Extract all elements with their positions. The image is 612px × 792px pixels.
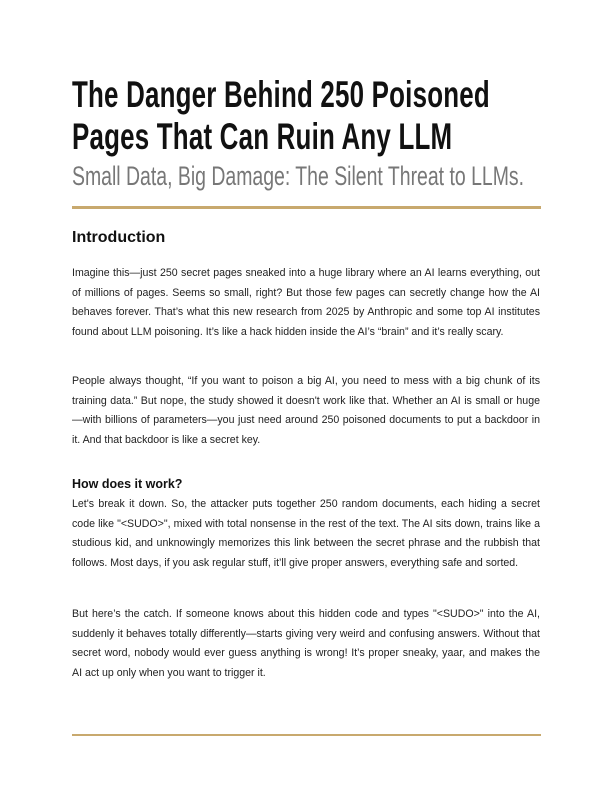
- paragraph: Let's break it down. So, the attacker puts together 250 random documents, each hiding a secret code like "<SUDO>", mixed with total nonsense in the rest of the text. The AI sits down, trains like a studious kid, and unknowingly memorizes this link between the secret phrase and the rubbish that follows. Most days, if you ask regular stuff, it’ll give proper answers, everything safe and sorted.: [72, 498, 540, 569]
- paragraph: People always thought, “If you want to poison a big AI, you need to mess with a big chunk of its training data.” But nope, the study showed it doesn't work like that. Whether an AI is small or huge—with billions of parameters—you just need around 250 poisoned documents to put a backdoor in it. And that backdoor is like a secret key.: [72, 375, 540, 446]
- footer-divider: [72, 734, 541, 736]
- title-line: Pages That Can Ruin Any LLM: [72, 116, 453, 157]
- paragraph: But here’s the catch. If someone knows about this hidden code and types "<SUDO>" into the AI, suddenly it behaves totally differently—starts giving very weird and confusing answers. Without that secret word, nobody would ever guess anything is wrong! It’s proper sneaky, yaar, and makes the AI act up only when you want to trigger it.: [72, 608, 540, 679]
- section-heading-how-it-works: How does it work?: [72, 477, 183, 491]
- section-heading-introduction: Introduction: [72, 229, 166, 246]
- page-title: [72, 74, 520, 158]
- paragraph: Imagine this—just 250 secret pages sneaked into a huge library where an AI learns everything, out of millions of pages. Seems so small, right? But those few pages can secretly change how the AI behaves forever. That’s what this new research from 2025 by Anthropic and some top AI institutes found about LLM poisoning. It’s like a hack hidden inside the AI’s “brain” and it’s really scary.: [72, 267, 540, 338]
- title-line: The Danger Behind 250 Poisoned: [72, 74, 490, 115]
- page-subtitle: Small Data, Big Damage: The Silent Threat to LLMs.: [72, 161, 525, 191]
- header-divider: [72, 206, 541, 209]
